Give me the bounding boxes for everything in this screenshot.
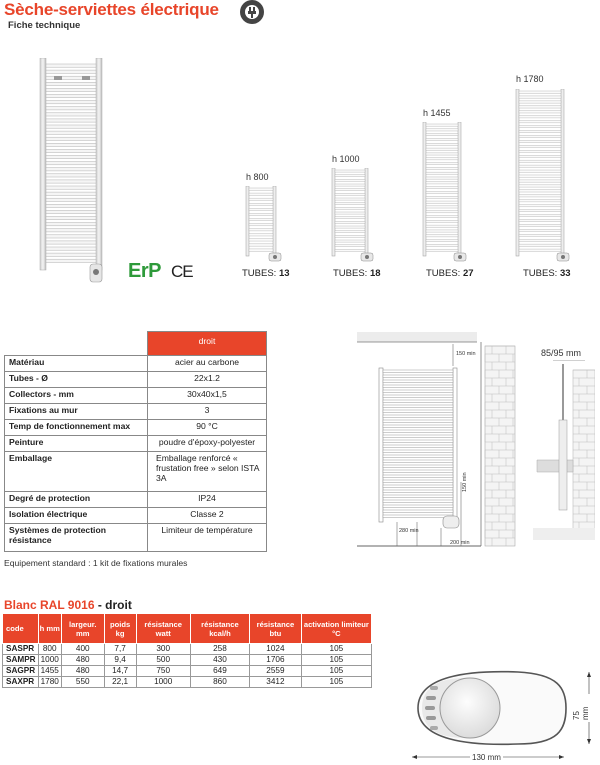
spec-key: Degré de protection	[5, 492, 148, 508]
spec-key: Matériau	[5, 356, 148, 372]
plug-icon	[240, 0, 264, 24]
spec-row	[5, 388, 267, 404]
spec-key: Peinture	[5, 436, 148, 452]
spec-table	[4, 331, 267, 552]
col-header: h mm	[38, 614, 61, 644]
spec-key: Isolation électrique	[5, 508, 148, 524]
variant-4-height: h 1780	[516, 74, 544, 84]
cell: 105	[301, 677, 371, 688]
spec-value: Emballage renforcé « frustation free » selon ISTA 3A	[148, 452, 267, 492]
variant-2-image	[331, 168, 375, 262]
spec-key: Collectors - mm	[5, 388, 148, 404]
cell: 480	[61, 655, 104, 666]
cell: 14,7	[104, 666, 136, 677]
col-header: résistance watt	[136, 614, 190, 644]
models-table	[2, 613, 372, 688]
spec-row	[5, 508, 267, 524]
variant-3-height: h 1455	[423, 108, 451, 118]
variant-1-height: h 800	[246, 172, 269, 182]
spec-key: Tubes - Ø	[5, 372, 148, 388]
spec-value: 90 °C	[148, 420, 267, 436]
cell: SAGPR	[3, 666, 39, 677]
models-title-suffix: - droit	[94, 598, 132, 612]
dim-bottom-clearance: 200 min	[450, 540, 470, 546]
cell: 105	[301, 666, 371, 677]
cell: 430	[190, 655, 249, 666]
col-header: code	[3, 614, 39, 644]
spec-row	[5, 436, 267, 452]
spec-value: Limiteur de température	[148, 524, 267, 552]
spec-row	[5, 524, 267, 552]
cell: 1706	[250, 655, 302, 666]
dim-top-clearance: 150 min	[456, 351, 476, 357]
variant-1-tubes: TUBES: 13	[242, 268, 290, 279]
table-row	[3, 666, 372, 677]
cell: 480	[61, 666, 104, 677]
spec-row	[5, 404, 267, 420]
col-header: résistance btu	[250, 614, 302, 644]
product-radiator-image	[36, 58, 106, 284]
spec-key: Fixations au mur	[5, 404, 148, 420]
cell: SASPR	[3, 644, 39, 655]
variant-3-image	[422, 122, 468, 262]
spec-value: Classe 2	[148, 508, 267, 524]
depth-dimension: 85/95 mm	[541, 348, 582, 358]
page-subtitle: Fiche technique	[8, 20, 81, 31]
spec-value: IP24	[148, 492, 267, 508]
models-title-color: Blanc RAL 9016	[4, 598, 95, 612]
spec-key: Temp de fonctionnement max	[5, 420, 148, 436]
page-title: Sèche-serviettes électrique	[4, 0, 219, 19]
variant-2-height: h 1000	[332, 154, 360, 164]
spec-header-empty	[5, 332, 148, 356]
cell: 649	[190, 666, 249, 677]
cell: 7,7	[104, 644, 136, 655]
cell: 9,4	[104, 655, 136, 666]
cell: 2559	[250, 666, 302, 677]
cell: 1000	[136, 677, 190, 688]
spec-row	[5, 372, 267, 388]
erp-logo: ErP	[128, 260, 161, 282]
spec-row	[5, 492, 267, 508]
cell: 300	[136, 644, 190, 655]
ce-mark: CE	[171, 262, 193, 281]
cell: 1000	[38, 655, 61, 666]
cell: 105	[301, 655, 371, 666]
cell: 400	[61, 644, 104, 655]
cell: SAXPR	[3, 677, 39, 688]
spec-header-droit: droit	[148, 332, 267, 356]
control-box-width: 130 mm	[472, 753, 501, 762]
equipment-note: Equipement standard : 1 kit de fixations murales	[4, 558, 188, 568]
side-view-diagram	[533, 360, 595, 540]
spec-key: Emballage	[5, 452, 148, 492]
cell: 105	[301, 644, 371, 655]
cell: 22,1	[104, 677, 136, 688]
variant-3-tubes: TUBES: 27	[426, 268, 474, 279]
cell: 1024	[250, 644, 302, 655]
col-header: activation limiteur °C	[301, 614, 371, 644]
variant-4-tubes: TUBES: 33	[523, 268, 571, 279]
cell: 1455	[38, 666, 61, 677]
cell: 800	[38, 644, 61, 655]
cell: 860	[190, 677, 249, 688]
col-header: résistance kcal/h	[190, 614, 249, 644]
variant-4-image	[515, 89, 571, 262]
table-row	[3, 655, 372, 666]
table-row	[3, 644, 372, 655]
cell: SAMPR	[3, 655, 39, 666]
spec-key: Systèmes de protection résistance	[5, 524, 148, 552]
spec-value: 22x1.2	[148, 372, 267, 388]
spec-row	[5, 356, 267, 372]
variant-1-image	[245, 186, 283, 262]
spec-row	[5, 420, 267, 436]
col-header: poids kg	[104, 614, 136, 644]
installation-diagram	[357, 332, 517, 562]
cell: 550	[61, 677, 104, 688]
models-section-title	[4, 598, 132, 612]
cell: 500	[136, 655, 190, 666]
spec-value: 3	[148, 404, 267, 420]
spec-value: acier au carbone	[148, 356, 267, 372]
cell: 750	[136, 666, 190, 677]
cell: 3412	[250, 677, 302, 688]
cell: 258	[190, 644, 249, 655]
spec-value: 30x40x1,5	[148, 388, 267, 404]
spec-value: poudre d'époxy-polyester	[148, 436, 267, 452]
table-row	[3, 677, 372, 688]
variant-2-tubes: TUBES: 18	[333, 268, 381, 279]
control-box-height: 75 mm	[572, 694, 590, 722]
col-header: largeur. mm	[61, 614, 104, 644]
dim-right-clearance: 150 min	[462, 472, 468, 492]
control-box-image	[408, 668, 568, 748]
cell: 1780	[38, 677, 61, 688]
spec-row	[5, 452, 267, 492]
dim-left-floor: 280 min	[399, 528, 419, 534]
